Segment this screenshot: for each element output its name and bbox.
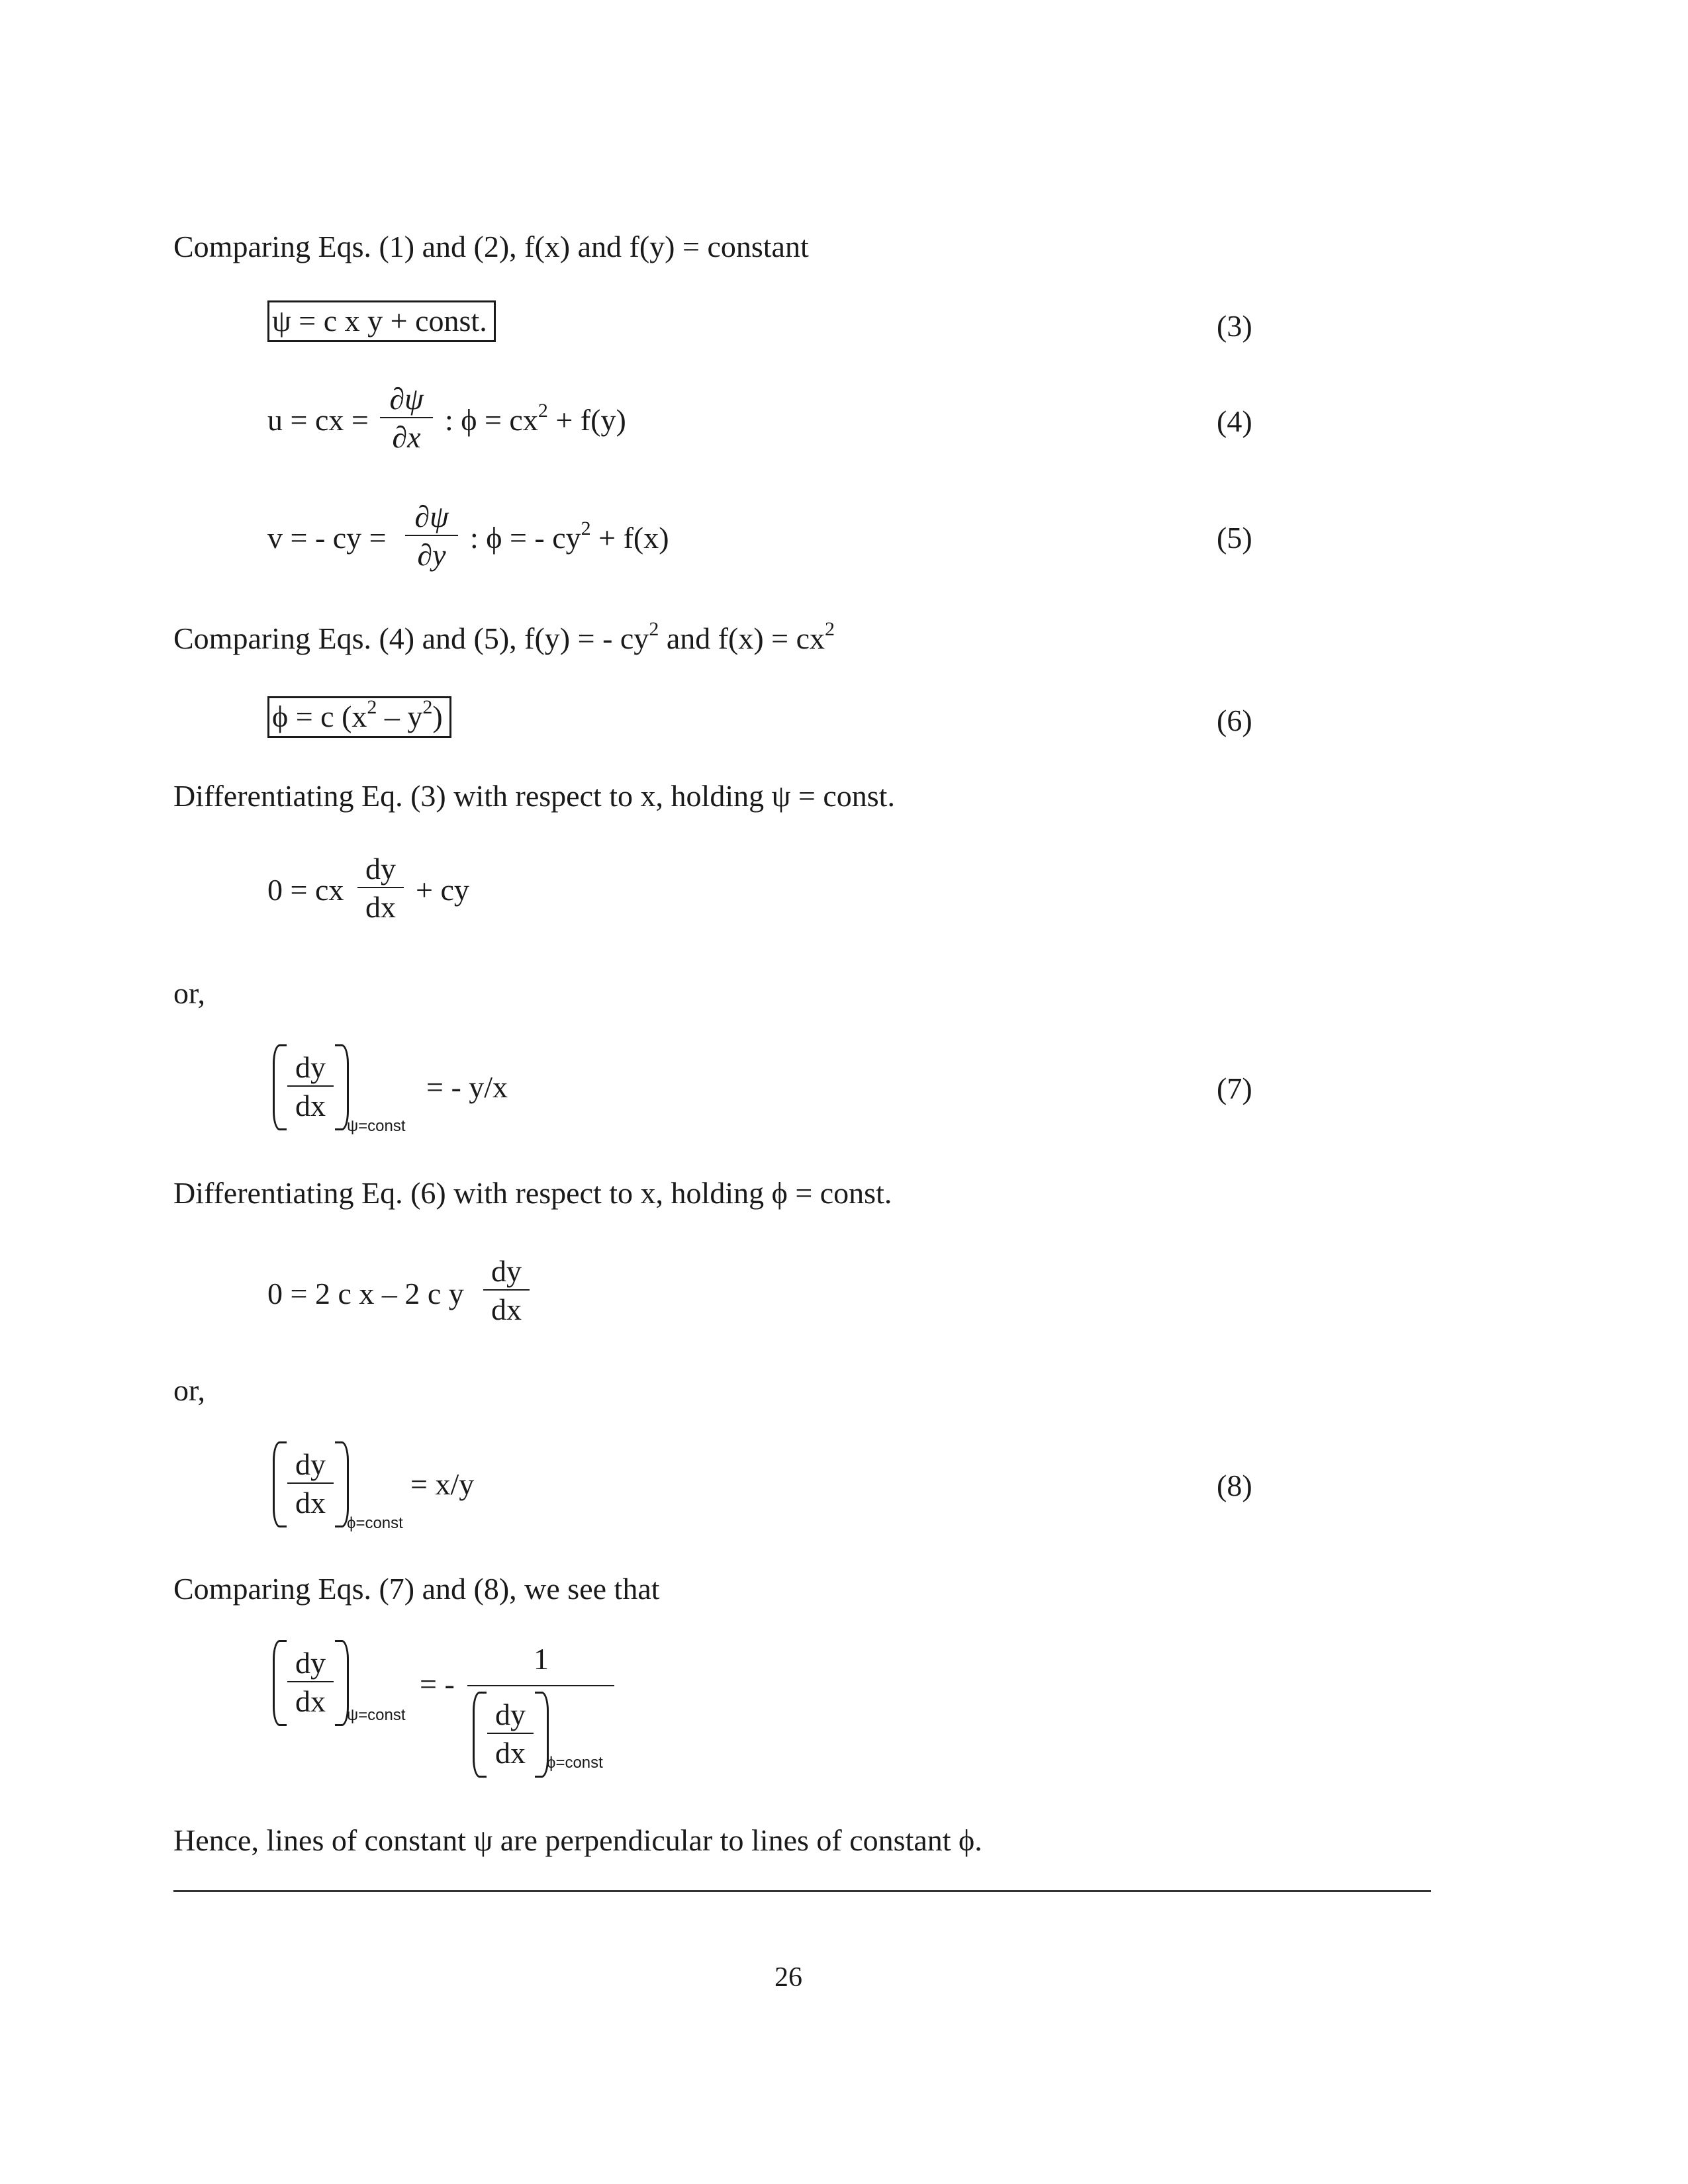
comparison-inner-fraction: [487, 1700, 534, 1768]
text-line-differentiate-6: Differentiating Eq. (6) with respect to x, holding ϕ = const.: [173, 1176, 892, 1210]
fraction-denominator: dx: [365, 890, 396, 924]
equation-4-fraction: [380, 384, 433, 453]
equation-number-6: (6): [1217, 704, 1252, 737]
text-line-compare-4-5: [173, 618, 835, 655]
derivation-1-lhs: 0 = cx: [267, 873, 344, 907]
equation-number-7: (7): [1217, 1071, 1252, 1105]
equation-5-tail: + f(x): [590, 521, 669, 555]
equation-4-tail: + f(y): [547, 403, 626, 437]
comparison-fraction-bar: [467, 1685, 614, 1686]
derivation-1-rhs: + cy: [416, 873, 469, 907]
fraction-denominator: ∂x: [392, 420, 421, 454]
equation-4-lhs: u = cx =: [267, 403, 369, 437]
text-line-compare-7-8: Comparing Eqs. (7) and (8), we see that: [173, 1572, 660, 1606]
derivation-2-fraction: [483, 1256, 530, 1325]
text-or-1: or,: [173, 976, 205, 1010]
comparison-inner-subscript: ϕ=const: [547, 1754, 603, 1772]
comparison-lhs-fraction: [287, 1648, 334, 1717]
left-paren: [273, 1640, 287, 1726]
left-paren: [273, 1044, 287, 1130]
comparison-numerator-one: 1: [534, 1642, 549, 1676]
equation-6-part2: – y: [377, 700, 423, 733]
fraction-numerator: dy: [295, 1050, 326, 1084]
equation-8-fraction: [287, 1449, 334, 1518]
equation-4-rhs: [445, 400, 626, 437]
fraction-denominator: dx: [295, 1486, 326, 1520]
fraction-numerator: dy: [365, 852, 396, 886]
superscript-2: 2: [367, 696, 377, 718]
superscript-2: 2: [538, 400, 548, 422]
fraction-numerator: dy: [491, 1254, 522, 1288]
fraction-denominator: dx: [491, 1293, 522, 1326]
equation-8-rhs: = x/y: [410, 1467, 475, 1501]
left-paren: [273, 1441, 287, 1527]
superscript-2: 2: [825, 618, 835, 640]
comparison-equals: = -: [420, 1667, 455, 1701]
equation-3-box: ψ = c x y + const.: [267, 300, 496, 342]
text-line-differentiate-3: Differentiating Eq. (3) with respect to x, holding ψ = const.: [173, 779, 895, 813]
equation-number-8: (8): [1217, 1469, 1252, 1502]
superscript-2: 2: [649, 618, 659, 640]
derivation-2-lhs: 0 = 2 c x – 2 c y: [267, 1277, 464, 1310]
fraction-denominator: dx: [295, 1089, 326, 1122]
fraction-numerator: ∂ψ: [389, 382, 424, 416]
equation-number-3: (3): [1217, 309, 1252, 343]
fraction-numerator: dy: [295, 1646, 326, 1680]
equation-7-rhs: = - y/x: [426, 1070, 508, 1104]
equation-5-lhs: v = - cy =: [267, 521, 387, 555]
equation-5-phi: : ϕ = - cy: [470, 521, 581, 555]
fraction-numerator: dy: [295, 1447, 326, 1481]
superscript-2: 2: [581, 518, 591, 539]
equation-6-part1: ϕ = c (x: [272, 700, 367, 733]
equation-5-rhs: [470, 518, 669, 555]
fraction-denominator: dx: [295, 1684, 326, 1718]
compare-4-5-part2: and f(x) = cx: [659, 621, 825, 655]
equation-8-subscript: ϕ=const: [347, 1514, 403, 1532]
equation-4-phi: : ϕ = cx: [445, 403, 538, 437]
equation-6-part3: ): [432, 700, 443, 733]
fraction-numerator: dy: [495, 1698, 526, 1731]
equation-number-4: (4): [1217, 404, 1252, 438]
page-number: 26: [774, 1962, 802, 1993]
equation-7-subscript: ψ=const: [347, 1117, 406, 1135]
comparison-lhs-subscript: ψ=const: [347, 1706, 406, 1724]
fraction-denominator: dx: [495, 1736, 526, 1770]
text-line-compare-1-2: Comparing Eqs. (1) and (2), f(x) and f(y) = constant: [173, 230, 809, 263]
superscript-2: 2: [422, 696, 433, 718]
equation-6-box: [267, 696, 451, 738]
equation-6: [267, 696, 451, 733]
compare-4-5-part1: Comparing Eqs. (4) and (5), f(y) = - cy: [173, 621, 649, 655]
equation-5-fraction: [405, 502, 458, 570]
text-or-2: or,: [173, 1373, 205, 1407]
derivation-1-fraction: [357, 854, 404, 923]
equation-number-5: (5): [1217, 521, 1252, 555]
left-paren: [473, 1692, 487, 1778]
equation-3: [267, 306, 496, 336]
section-divider: [173, 1890, 1431, 1892]
text-line-conclusion: Hence, lines of constant ψ are perpendicular to lines of constant ϕ.: [173, 1823, 982, 1857]
fraction-denominator: ∂y: [417, 538, 446, 572]
fraction-numerator: ∂ψ: [414, 500, 449, 533]
equation-7-fraction: [287, 1052, 334, 1121]
